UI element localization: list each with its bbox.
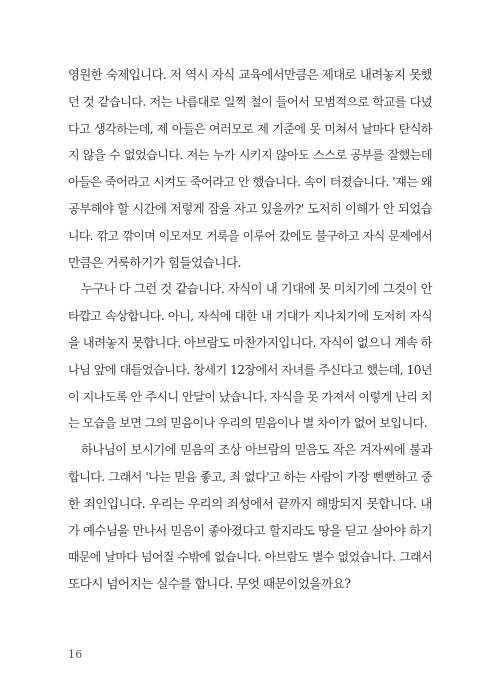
text-line: 지 않을 수 없었습니다. 저는 누가 시키지 않아도 스스로 공부를 잘했는데 bbox=[68, 148, 432, 163]
text-line: 을 내려놓지 못합니다. 아브람도 마찬가지입니다. 자식이 없으니 계속 하 bbox=[68, 335, 432, 350]
text-line: 때문에 날마다 넘어질 수밖에 없습니다. 아브람도 별수 없었습니다. 그래서 bbox=[68, 550, 432, 565]
text-line: 하나님이 보시기에 믿음의 조상 아브람의 믿음도 작은 겨자씨에 불과 bbox=[81, 443, 432, 458]
text-line: 던 것 같습니다. 저는 나름대로 일찍 철이 들어서 모범적으로 학교를 다녔 bbox=[68, 94, 432, 109]
text-line: 나님 앞에 대들었습니다. 창세기 12장에서 자녀를 주신다고 했는데, 10년 bbox=[68, 362, 432, 377]
text-line: 합니다. 그래서 '나는 믿음 좋고, 죄 없다'고 하는 사람이 가장 뻔뻔하고 중 bbox=[68, 469, 432, 484]
text-line: 타깝고 속상합니다. 아니, 자식에 대한 내 기대가 지나치기에 도저히 자식 bbox=[68, 309, 432, 324]
text-line: 니다. 깎고 깎이며 이모저모 거룩을 이루어 갔에도 불구하고 자식 문제에서 bbox=[68, 228, 432, 243]
text-line: 이 지나도록 안 주시니 안달이 났습니다. 자식을 못 가져서 이렇게 난리 치 bbox=[68, 389, 432, 404]
text-line: 는 모습을 보면 그의 믿음이나 우리의 믿음이나 별 차이가 없어 보입니다. bbox=[68, 416, 428, 431]
page-number: 16 bbox=[68, 648, 83, 661]
text-line: 가 예수님을 만나서 믿음이 좋아졌다고 할지라도 땅을 딛고 살아야 하기 bbox=[68, 523, 432, 538]
text-line: 아들은 죽어라고 시켜도 죽어라고 안 했습니다. 속이 터졌습니다. '쟤는 왜 bbox=[68, 175, 432, 190]
body-text bbox=[68, 62, 432, 598]
text-line: 다고 생각하는데, 제 아들은 여러모로 제 기준에 못 미쳐서 날마다 탄식하 bbox=[68, 121, 432, 136]
text-line: 영원한 숙제입니다. 저 역시 자식 교육에서만큼은 제대로 내려놓지 못했 bbox=[68, 68, 432, 82]
text-line: 공부해야 할 시간에 저렇게 잠을 자고 있을까?' 도저히 이해가 안 되었습 bbox=[68, 201, 432, 216]
text-line: 또다시 넘어지는 실수를 합니다. 무엇 때문이었을까요? bbox=[68, 576, 351, 592]
text-line: 누구나 다 그런 것 같습니다. 자식이 내 기대에 못 미치기에 그것이 안 bbox=[81, 282, 432, 297]
text-line: 만큼은 거룩하기가 힘들었습니다. bbox=[68, 254, 241, 270]
text-line: 한 죄인입니다. 우리는 우리의 죄성에서 끝까지 해방되지 못합니다. 내 bbox=[68, 495, 432, 511]
